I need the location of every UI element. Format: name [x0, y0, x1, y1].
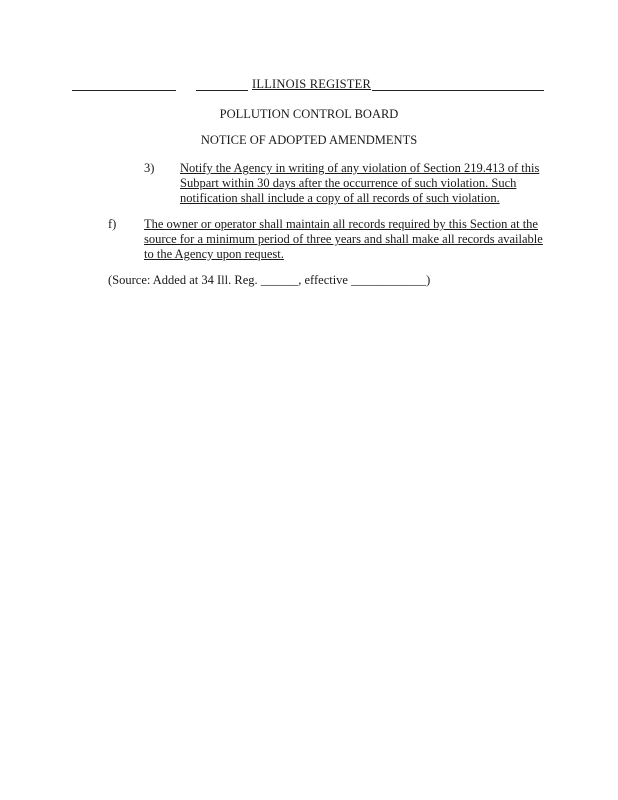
header-rule-short — [196, 90, 248, 91]
item-number-f: f) — [108, 217, 117, 231]
header-rule-left — [72, 90, 176, 91]
item-number-3: 3) — [144, 161, 155, 175]
header-rule-right — [372, 90, 544, 91]
agency-name: POLLUTION CONTROL BOARD — [219, 107, 399, 121]
item-text-f: The owner or operator shall maintain all records required by this Section at the source for a minimum period of three years and shall make all records available to the Agency upon request. — [144, 217, 543, 261]
item-text-3: Notify the Agency in writing of any violation of Section 219.413 of this Subpart within 30 days after the occurrence of such violation. Such notification shall include a copy of all records of such violation. — [180, 161, 540, 205]
register-title: ILLINOIS REGISTER — [252, 77, 372, 91]
notice-title: NOTICE OF ADOPTED AMENDMENTS — [200, 133, 418, 147]
source-note: (Source: Added at 34 Ill. Reg. ______, effective ____________) — [108, 273, 431, 287]
register-header — [72, 77, 544, 91]
